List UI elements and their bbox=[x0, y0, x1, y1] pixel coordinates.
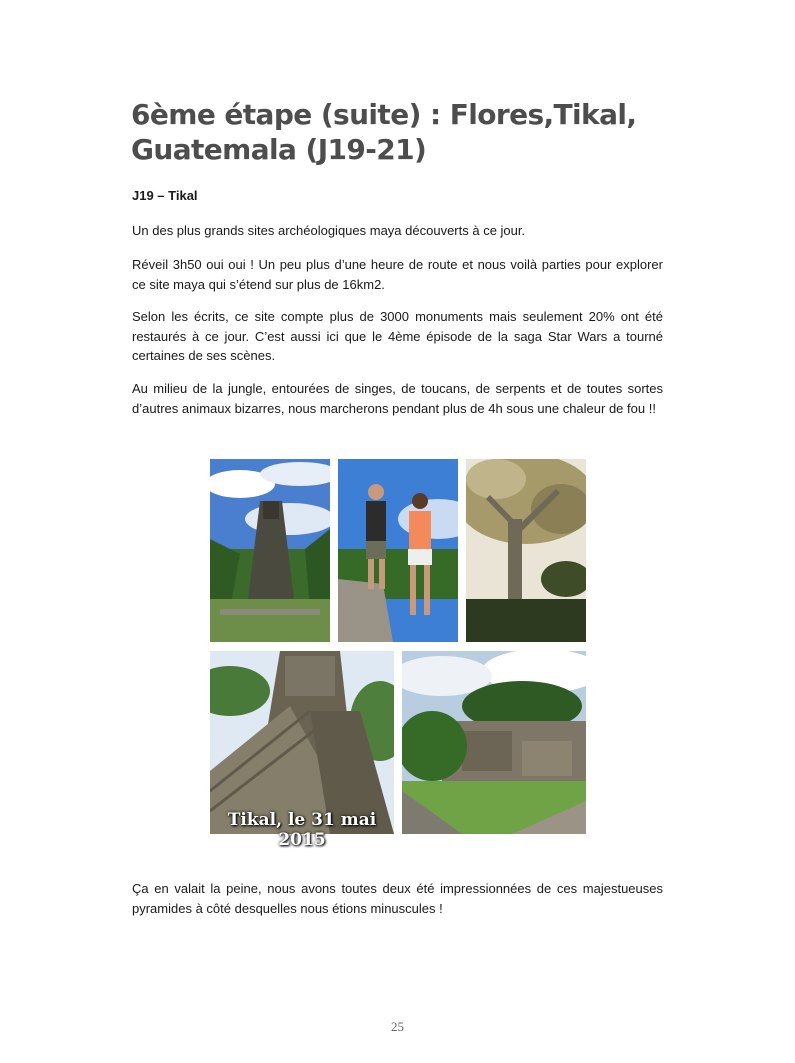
paragraph-monuments: Selon les écrits, ce site compte plus de 3000 monuments mais seulement 20% ont été restaurés à ce jour. C’est aussi ici que le 4ème épisode de la saga Star Wars a tourné certaines de ses scènes. bbox=[132, 309, 663, 363]
page-number: 25 bbox=[391, 1019, 404, 1034]
photo-steep-pyramid bbox=[210, 651, 394, 834]
paragraph-jungle: Au milieu de la jungle, entourées de singes, de toucans, de serpents et de toutes sortes d’autres animaux bizarres, nous marcherons pendant plus de 4h sous une chaleur de fou !! bbox=[132, 381, 663, 416]
paragraph-wakeup: Réveil 3h50 oui oui ! Un peu plus d’une heure de route et nous voilà parties pour explorer ce site maya qui s’étend sur plus de 16km2. bbox=[132, 257, 663, 292]
paragraph-closing: Ça en valait la peine, nous avons toutes deux été impressionnées de ces majestueuses pyramides à côté desquelles nous étions minuscules ! bbox=[132, 881, 663, 916]
section-heading: J19 – Tikal bbox=[132, 188, 198, 203]
photo-ruins-plaza bbox=[402, 651, 586, 834]
photo-tikal-temple-sky bbox=[210, 459, 330, 642]
paragraph-intro: Un des plus grands sites archéologiques maya découverts à ce jour. bbox=[132, 223, 526, 238]
page-title: 6ème étape (suite) : Flores,Tikal, Guatemala (J19-21) bbox=[131, 98, 637, 166]
photo-two-women bbox=[338, 459, 458, 642]
photo-ceiba-tree bbox=[466, 459, 586, 642]
photo-caption: Tikal, le 31 mai 2015 bbox=[227, 810, 377, 850]
